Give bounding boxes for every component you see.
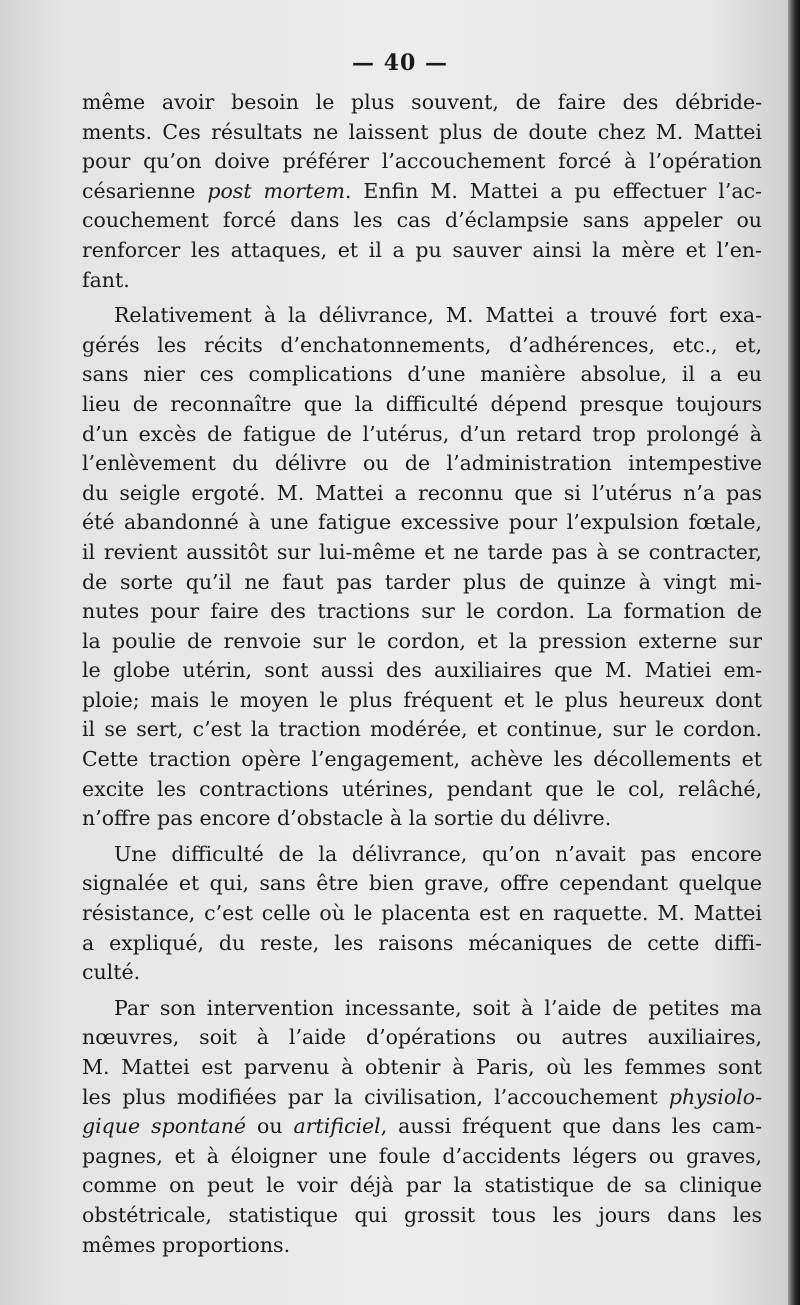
italic-text: artificiel	[293, 1114, 381, 1139]
text-segment: ou	[246, 1114, 294, 1139]
text-segment: , aussi fréquent que dans les cam-	[380, 1114, 763, 1139]
text-line: culté.	[82, 960, 141, 985]
text-line: lieu de reconnaître que la difficulté dépend presque toujours	[82, 391, 762, 416]
text-line: sans nier ces complications d’une manière absolue, il a eu	[82, 362, 762, 387]
text-line: de sorte qu’il ne faut pas tarder plus de quinze à vingt mi-	[82, 569, 762, 594]
text-line: ploie; mais le moyen le plus fréquent et le plus heureux dont	[82, 687, 762, 712]
text-line: Cette traction opère l’engagement, achève les décollements et	[82, 747, 762, 772]
text-line: il se sert, c’est la traction modérée, et continue, sur le cordon.	[82, 717, 762, 742]
text-line: couchement forcé dans les cas d’éclampsie sans appeler ou	[82, 208, 762, 233]
text-line: Par son intervention incessante, soit à l’aide de petites ma	[114, 995, 762, 1020]
text-line: fant.	[82, 267, 130, 292]
text-line: mêmes proportions.	[82, 1232, 291, 1257]
paragraph	[82, 88, 762, 295]
italic-text: post mortem	[207, 178, 345, 203]
text-line	[82, 1112, 762, 1142]
text-line	[82, 177, 762, 207]
text-line: la poulie de renvoie sur le cordon, et la pression externe sur	[82, 628, 762, 653]
text-line: il revient aussitôt sur lui-même et ne tarde pas à se contracter,	[82, 539, 762, 564]
paragraph	[82, 840, 762, 988]
text-line: l’enlèvement du délivre ou de l’administration intempestive	[82, 451, 762, 476]
text-line: pour qu’on doive préférer l’accouchement forcé à l’opération	[82, 149, 762, 174]
text-line: le globe utérin, sont aussi des auxiliaires que M. Matiei em-	[82, 658, 762, 683]
text-line: ments. Ces résultats ne laissent plus de doute chez M. Mattei	[82, 119, 762, 144]
body-text	[82, 88, 762, 1260]
text-line: Une difficulté de la délivrance, qu’on n’avait pas encore	[114, 841, 762, 866]
text-line: excite les contractions utérines, pendant que le col, relâché,	[82, 776, 762, 801]
text-line: été abandonné à une fatigue excessive pour l’expulsion fœtale,	[82, 510, 762, 535]
paragraph	[82, 301, 762, 834]
text-segment: les plus modifiées par la civilisation, l’accouchement	[82, 1084, 669, 1109]
text-line: du seigle ergoté. M. Mattei a reconnu que si l’utérus n’a pas	[82, 480, 762, 505]
text-line: n’offre pas encore d’obstacle à la sortie du délivre.	[82, 806, 612, 831]
text-line: signalée et qui, sans être bien grave, offre cependant quelque	[82, 871, 762, 896]
text-line: obstétricale, statistique qui grossit tous les jours dans les	[82, 1202, 762, 1227]
page-number: — 40 —	[352, 50, 448, 76]
text-line: a expliqué, du reste, les raisons mécaniques de cette diffi-	[82, 930, 762, 955]
page-edge-shadow	[788, 0, 800, 1305]
text-line: pagnes, et à éloigner une foule d’accidents légers ou graves,	[82, 1143, 762, 1168]
text-segment: césarienne	[82, 178, 208, 203]
text-line: comme on peut le voir déjà par la statistique de sa clinique	[82, 1173, 762, 1198]
text-line: résistance, c’est celle où le placenta est en raquette. M. Mattei	[82, 901, 762, 926]
text-line: même avoir besoin le plus souvent, de faire des débride-	[82, 90, 762, 114]
paragraph	[82, 994, 762, 1260]
italic-text: gique spontané	[82, 1114, 247, 1139]
text-line: Relativement à la délivrance, M. Mattei a trouvé fort exa-	[114, 303, 762, 328]
text-line	[82, 1083, 762, 1113]
text-line: nutes pour faire des tractions sur le cordon. La formation de	[82, 599, 762, 624]
italic-text: physiolo-	[668, 1084, 762, 1109]
text-line: d’un excès de fatigue de l’utérus, d’un retard trop prolongé à	[82, 421, 762, 446]
text-line: renforcer les attaques, et il a pu sauver ainsi la mère et l’en-	[82, 237, 762, 262]
text-line: nœuvres, soit à l’aide d’opérations ou autres auxiliaires,	[82, 1025, 762, 1050]
text-segment: . Enfin M. Mattei a pu effectuer l’ac-	[344, 178, 762, 203]
text-line: M. Mattei est parvenu à obtenir à Paris, où les femmes sont	[82, 1055, 762, 1079]
text-line: gérés les récits d’enchatonnements, d’adhérences, etc., et,	[82, 332, 762, 357]
